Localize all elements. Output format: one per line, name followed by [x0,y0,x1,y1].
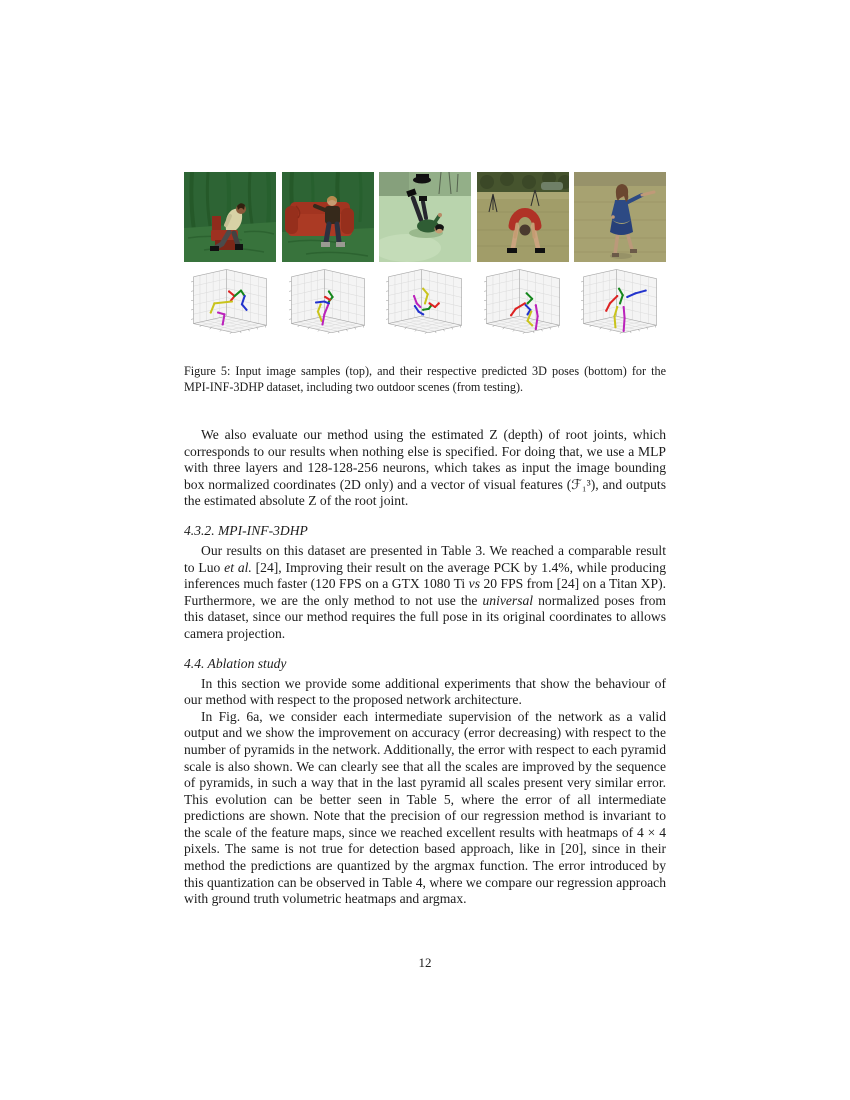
figure-photo-outdoor-bending [477,172,569,262]
pose-plot-2 [282,264,374,351]
figure-photo-floor-legs-up [379,172,471,262]
figure-photo-outdoor-pointing [574,172,666,262]
figure-caption: Figure 5: Input image samples (top), and their respective predicted 3D poses (bottom) for the MPI-INF-3DHP dataset, including two outdoor scenes (from testing). [184,364,666,394]
figure-plot-row [184,264,666,351]
page-number: 12 [418,955,432,970]
pose-plot-1 [184,264,276,351]
figure-photo-row [184,172,666,262]
text-run: normalized poses from this dataset, since our method requires the full pose in its original coordinates to allows camera projection. [184,592,666,641]
figure-5 [184,172,666,395]
pose-plot-3 [379,264,471,351]
paragraph-root-depth [184,427,666,510]
text-run-italic: vs [468,576,480,592]
section-heading-4-4: 4.4. Ablation study [184,655,287,671]
pose-plot-5 [574,264,666,351]
text-column [184,172,666,908]
text-run: In Fig. 6a, we consider each intermediate supervision of the network as a valid output and we show the improvement on accuracy (error decreasing) with respect to the number of pyramids in the network. Additionally, the error with respect to each pyramid scale is also shown. We can clearly see that all the scales are improved by the sequence of pyramids, in such a way that in the last pyramid all scales present very similar error. This evolution can be better seen in Table 5, where the error of all intermediate predictions are shown. Note that the precision of our regression method is invariant to the scale of the feature maps, since we reached excellent results with heatmaps of 4 × 4 pixels. The same is not true for detection based approach, like in [20], since in their method the predictions are quantized by the argmax function. The error introduced by this quantization can be observed in Table 4, where we compare our regression approach with ground truth volumetric heatmaps and argmax. [184,708,666,907]
section-heading-4-3-2: 4.3.2. MPI-INF-3DHP [184,522,308,538]
text-run-italic: et al. [224,559,252,575]
text-run: 20 FPS from [24] on a Titan XP). Furthermore, we are the only method to not use the [184,576,666,608]
paragraph-results-3dhp [184,543,666,643]
figure-photo-greenscreen-couch [282,172,374,262]
paragraph-ablation-intro [184,676,666,709]
figure-photo-greenscreen-chair [184,172,276,262]
text-run: [24], Improving their result on the average PCK by 1.4%, while producing inferences much faster (120 FPS on a GTX 1080 Ti [184,559,667,592]
pose-plot-4 [477,264,569,351]
text-run: In this section we provide some additional experiments that show the behaviour of our method with respect to the proposed network architecture. [184,675,666,708]
text-run: Our results on this dataset are presented in Table 3. We reached a comparable result to Luo [184,542,666,575]
paragraph-ablation-pyramids [184,709,666,908]
text-run-italic: universal [482,592,534,608]
text-run: We also evaluate our method using the estimated Z (depth) of root joints, which corresponds to our results when nothing else is specified. For doing that, we use a MLP with three layers and 128-128-256 neurons, which takes as input the image bounding box normalized coordinates (2D only) and a vector of visual features (ℱ₁³), and outputs the estimated absolute Z of the root joint. [184,427,666,509]
